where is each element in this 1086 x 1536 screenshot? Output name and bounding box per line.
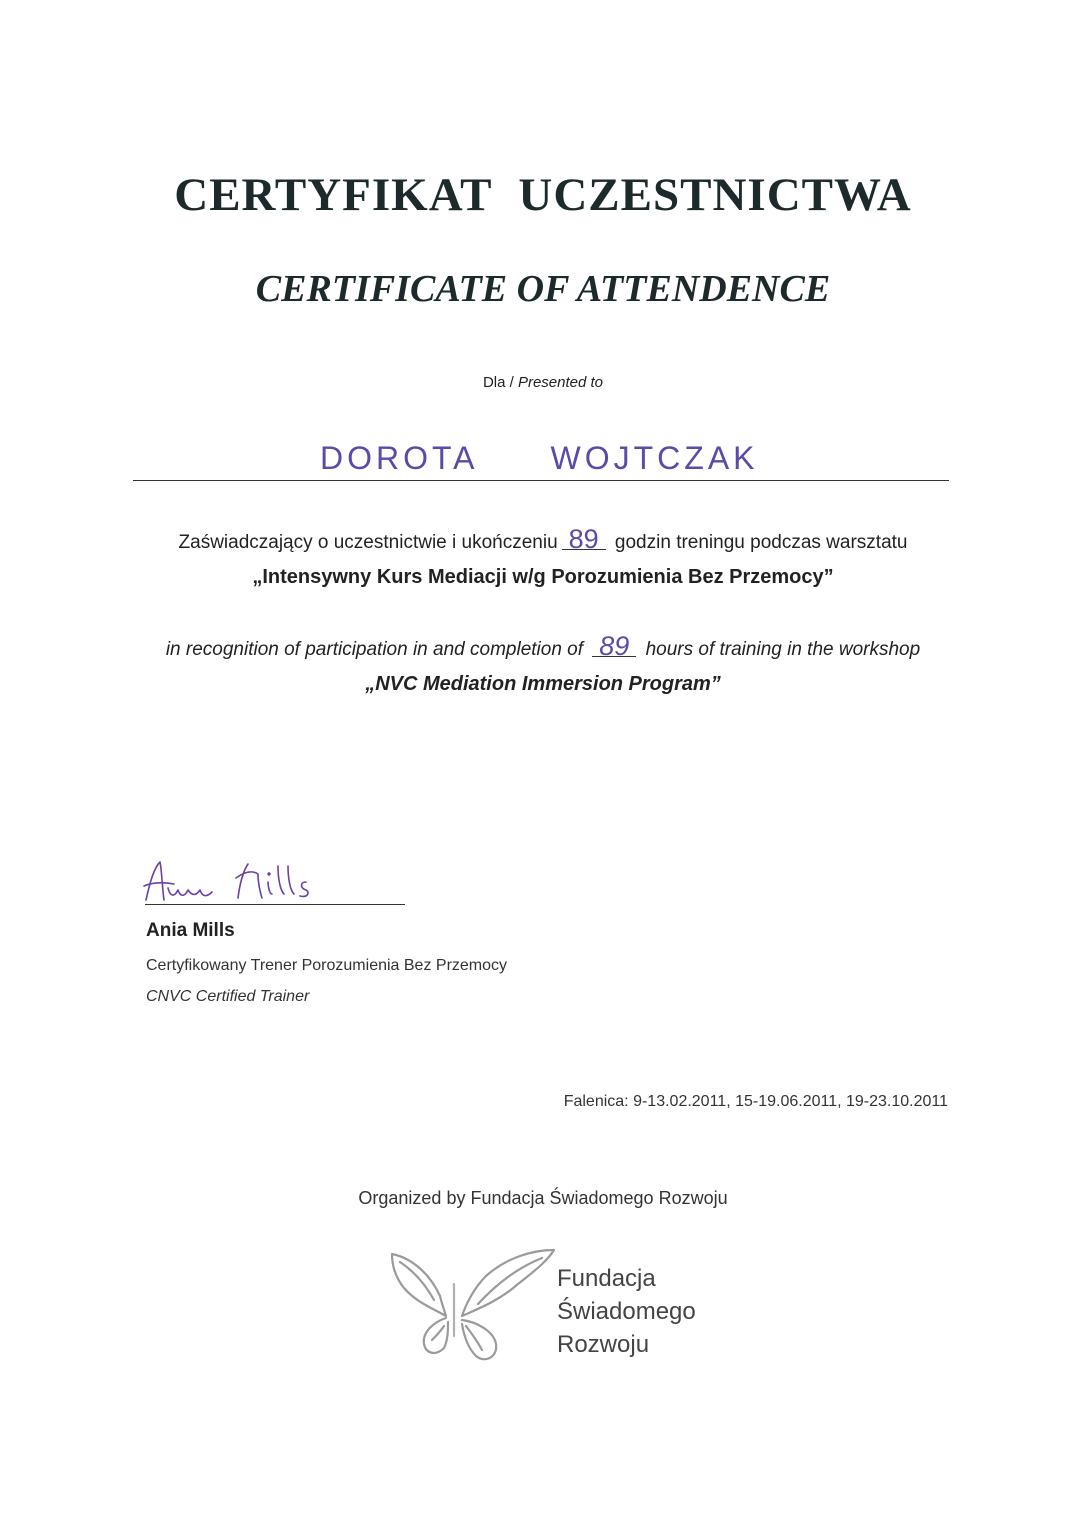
certificate-title-polish: CERTYFIKAT UCZESTNICTWA (174, 169, 912, 221)
logo-line-3: Rozwoju (557, 1331, 650, 1358)
presented-to-label (0, 374, 1086, 391)
trainer-name: Ania Mills (146, 920, 235, 941)
statement-pl-end: godzin treningu podczas warsztatu (614, 532, 908, 553)
workshop-name-english: „NVC Mediation Immersion Program” (365, 673, 721, 695)
logo-line-1: Fundacja (557, 1265, 656, 1292)
trainer-role-english: CNVC Certified Trainer (146, 988, 310, 1005)
butterfly-icon (382, 1244, 558, 1370)
presented-to-polish: Dla / (482, 374, 514, 391)
recipient-first-name: DOROTA (320, 440, 479, 476)
attendance-statement-polish (0, 524, 1086, 554)
statement-en-start: in recognition of participation in and completion of (165, 639, 584, 660)
foundation-logo-text (557, 1262, 696, 1361)
attendance-statement-english (0, 631, 1086, 661)
hours-handwritten-en: 89 (592, 636, 636, 657)
signature-line (145, 904, 405, 905)
trainer-signature (140, 852, 320, 908)
workshop-dates: Falenica: 9-13.02.2011, 15-19.06.2011, 19-23.10.2011 (563, 1093, 948, 1110)
organized-by: Organized by Fundacja Świadomego Rozwoju (358, 1188, 728, 1208)
hours-handwritten-pl: 89 (562, 529, 606, 550)
recipient-last-name: WOJTCZAK (550, 440, 759, 476)
trainer-role-polish: Certyfikowany Trener Porozumienia Bez Przemocy (146, 957, 508, 974)
presented-to-english: Presented to (517, 374, 604, 391)
statement-en-end: hours of training in the workshop (645, 639, 921, 660)
statement-pl-start: Zaświadczający o uczestnictwie i ukończeniu (178, 532, 558, 553)
logo-line-2: Świadomego (557, 1298, 696, 1325)
recipient-name-line (133, 480, 949, 481)
workshop-name-polish: „Intensywny Kurs Mediacji w/g Porozumienia Bez Przemocy” (252, 566, 834, 588)
recipient-name-handwritten (320, 440, 759, 477)
certificate-title-english: CERTIFICATE OF ATTENDENCE (255, 268, 831, 310)
